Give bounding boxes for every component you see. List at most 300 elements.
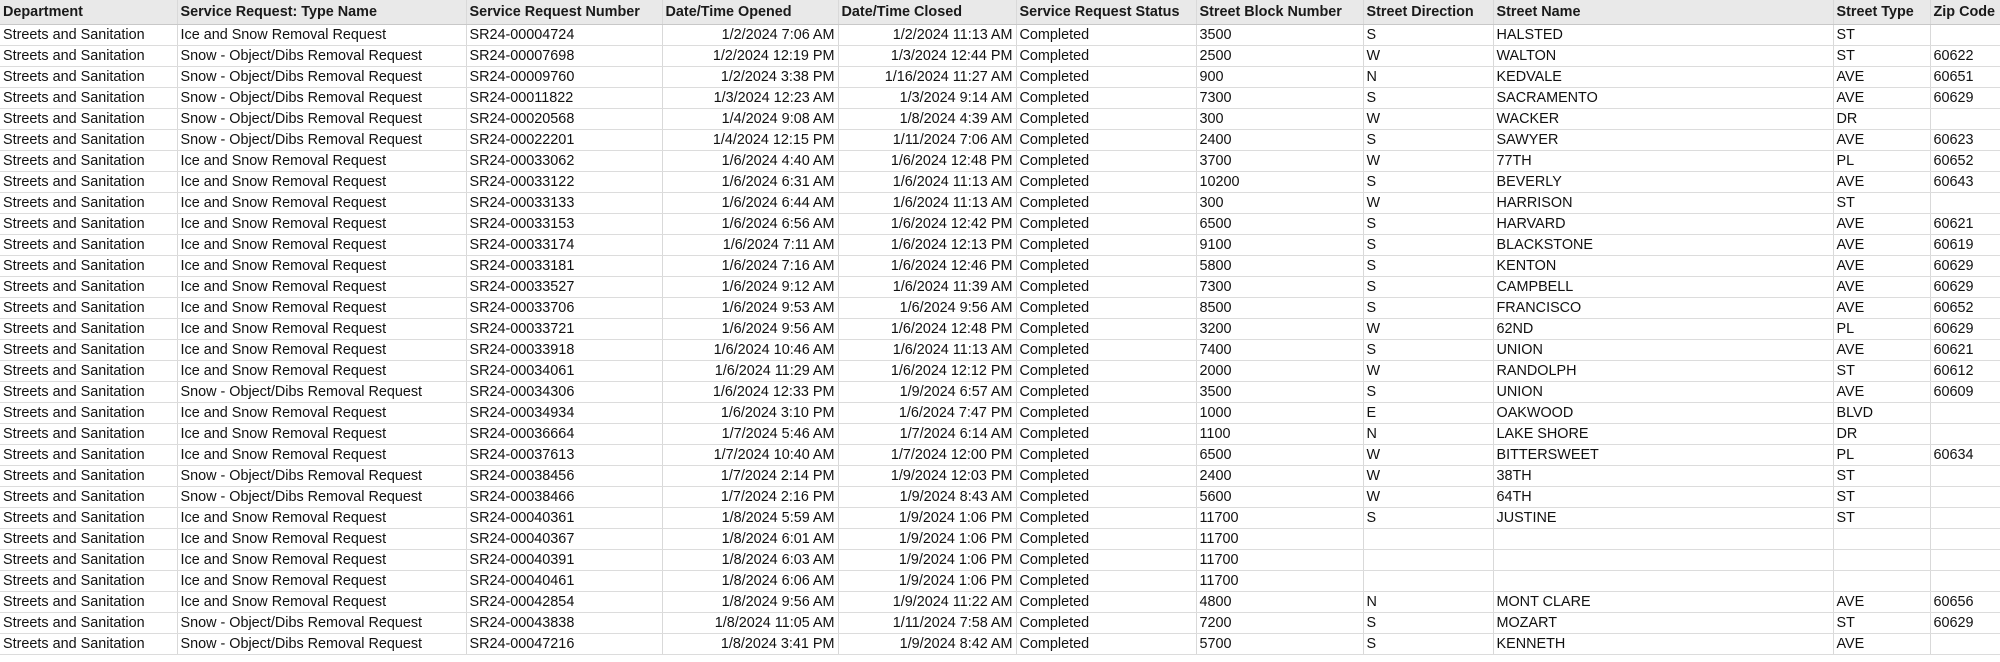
department-cell[interactable]: Streets and Sanitation: [0, 403, 177, 424]
department-cell[interactable]: Streets and Sanitation: [0, 613, 177, 634]
date-opened-cell[interactable]: 1/6/2024 6:56 AM: [662, 214, 838, 235]
status-cell[interactable]: Completed: [1016, 550, 1196, 571]
zip-code-cell[interactable]: [1930, 508, 2000, 529]
type-name-cell[interactable]: Snow - Object/Dibs Removal Request: [177, 634, 466, 655]
zip-code-cell[interactable]: [1930, 424, 2000, 445]
status-cell[interactable]: Completed: [1016, 46, 1196, 67]
request-number-cell[interactable]: SR24-00033721: [466, 319, 662, 340]
status-cell[interactable]: Completed: [1016, 235, 1196, 256]
street-name-cell[interactable]: WALTON: [1493, 46, 1833, 67]
department-cell[interactable]: Streets and Sanitation: [0, 109, 177, 130]
date-opened-cell[interactable]: 1/6/2024 9:53 AM: [662, 298, 838, 319]
street-name-cell[interactable]: 64TH: [1493, 487, 1833, 508]
street-type-cell[interactable]: ST: [1833, 361, 1930, 382]
street-direction-cell[interactable]: S: [1363, 235, 1493, 256]
street-type-cell[interactable]: [1833, 571, 1930, 592]
street-name-cell[interactable]: 38TH: [1493, 466, 1833, 487]
department-cell[interactable]: Streets and Sanitation: [0, 151, 177, 172]
zip-code-cell[interactable]: 60612: [1930, 361, 2000, 382]
street-type-cell[interactable]: AVE: [1833, 214, 1930, 235]
department-cell[interactable]: Streets and Sanitation: [0, 529, 177, 550]
type-name-cell[interactable]: Snow - Object/Dibs Removal Request: [177, 46, 466, 67]
header-street-name[interactable]: Street Name: [1493, 0, 1833, 25]
type-name-cell[interactable]: Ice and Snow Removal Request: [177, 277, 466, 298]
header-street-direction[interactable]: Street Direction: [1363, 0, 1493, 25]
department-cell[interactable]: Streets and Sanitation: [0, 424, 177, 445]
zip-code-cell[interactable]: 60629: [1930, 613, 2000, 634]
block-number-cell[interactable]: 7300: [1196, 277, 1363, 298]
date-closed-cell[interactable]: 1/3/2024 9:14 AM: [838, 88, 1016, 109]
street-type-cell[interactable]: [1833, 550, 1930, 571]
street-direction-cell[interactable]: [1363, 529, 1493, 550]
block-number-cell[interactable]: 900: [1196, 67, 1363, 88]
date-opened-cell[interactable]: 1/8/2024 6:03 AM: [662, 550, 838, 571]
street-type-cell[interactable]: ST: [1833, 466, 1930, 487]
street-name-cell[interactable]: OAKWOOD: [1493, 403, 1833, 424]
zip-code-cell[interactable]: 60629: [1930, 319, 2000, 340]
status-cell[interactable]: Completed: [1016, 130, 1196, 151]
street-direction-cell[interactable]: S: [1363, 172, 1493, 193]
street-type-cell[interactable]: AVE: [1833, 298, 1930, 319]
department-cell[interactable]: Streets and Sanitation: [0, 382, 177, 403]
header-date-opened[interactable]: Date/Time Opened: [662, 0, 838, 25]
street-name-cell[interactable]: MOZART: [1493, 613, 1833, 634]
date-closed-cell[interactable]: 1/6/2024 12:42 PM: [838, 214, 1016, 235]
date-closed-cell[interactable]: 1/9/2024 11:22 AM: [838, 592, 1016, 613]
request-number-cell[interactable]: SR24-00040361: [466, 508, 662, 529]
date-closed-cell[interactable]: 1/9/2024 6:57 AM: [838, 382, 1016, 403]
street-name-cell[interactable]: HARVARD: [1493, 214, 1833, 235]
type-name-cell[interactable]: Snow - Object/Dibs Removal Request: [177, 487, 466, 508]
type-name-cell[interactable]: Ice and Snow Removal Request: [177, 424, 466, 445]
department-cell[interactable]: Streets and Sanitation: [0, 319, 177, 340]
date-opened-cell[interactable]: 1/7/2024 5:46 AM: [662, 424, 838, 445]
date-closed-cell[interactable]: 1/9/2024 1:06 PM: [838, 571, 1016, 592]
department-cell[interactable]: Streets and Sanitation: [0, 340, 177, 361]
request-number-cell[interactable]: SR24-00043838: [466, 613, 662, 634]
block-number-cell[interactable]: 5700: [1196, 634, 1363, 655]
zip-code-cell[interactable]: 60652: [1930, 151, 2000, 172]
date-opened-cell[interactable]: 1/4/2024 12:15 PM: [662, 130, 838, 151]
type-name-cell[interactable]: Ice and Snow Removal Request: [177, 214, 466, 235]
date-opened-cell[interactable]: 1/2/2024 7:06 AM: [662, 25, 838, 46]
street-name-cell[interactable]: CAMPBELL: [1493, 277, 1833, 298]
type-name-cell[interactable]: Snow - Object/Dibs Removal Request: [177, 382, 466, 403]
street-direction-cell[interactable]: W: [1363, 319, 1493, 340]
department-cell[interactable]: Streets and Sanitation: [0, 130, 177, 151]
street-name-cell[interactable]: [1493, 529, 1833, 550]
street-type-cell[interactable]: AVE: [1833, 235, 1930, 256]
date-opened-cell[interactable]: 1/6/2024 11:29 AM: [662, 361, 838, 382]
street-name-cell[interactable]: MONT CLARE: [1493, 592, 1833, 613]
date-opened-cell[interactable]: 1/4/2024 9:08 AM: [662, 109, 838, 130]
date-opened-cell[interactable]: 1/8/2024 3:41 PM: [662, 634, 838, 655]
block-number-cell[interactable]: 10200: [1196, 172, 1363, 193]
date-closed-cell[interactable]: 1/6/2024 12:12 PM: [838, 361, 1016, 382]
status-cell[interactable]: Completed: [1016, 67, 1196, 88]
date-opened-cell[interactable]: 1/8/2024 5:59 AM: [662, 508, 838, 529]
status-cell[interactable]: Completed: [1016, 214, 1196, 235]
block-number-cell[interactable]: 5800: [1196, 256, 1363, 277]
zip-code-cell[interactable]: [1930, 571, 2000, 592]
request-number-cell[interactable]: SR24-00033062: [466, 151, 662, 172]
block-number-cell[interactable]: 3500: [1196, 25, 1363, 46]
zip-code-cell[interactable]: [1930, 487, 2000, 508]
date-opened-cell[interactable]: 1/6/2024 3:10 PM: [662, 403, 838, 424]
date-opened-cell[interactable]: 1/6/2024 6:31 AM: [662, 172, 838, 193]
type-name-cell[interactable]: Ice and Snow Removal Request: [177, 445, 466, 466]
street-name-cell[interactable]: [1493, 571, 1833, 592]
status-cell[interactable]: Completed: [1016, 298, 1196, 319]
zip-code-cell[interactable]: [1930, 193, 2000, 214]
date-opened-cell[interactable]: 1/8/2024 6:01 AM: [662, 529, 838, 550]
date-opened-cell[interactable]: 1/7/2024 10:40 AM: [662, 445, 838, 466]
block-number-cell[interactable]: 7300: [1196, 88, 1363, 109]
street-name-cell[interactable]: BEVERLY: [1493, 172, 1833, 193]
date-closed-cell[interactable]: 1/9/2024 8:43 AM: [838, 487, 1016, 508]
street-name-cell[interactable]: 62ND: [1493, 319, 1833, 340]
department-cell[interactable]: Streets and Sanitation: [0, 571, 177, 592]
street-name-cell[interactable]: KEDVALE: [1493, 67, 1833, 88]
street-direction-cell[interactable]: S: [1363, 298, 1493, 319]
zip-code-cell[interactable]: 60622: [1930, 46, 2000, 67]
department-cell[interactable]: Streets and Sanitation: [0, 256, 177, 277]
department-cell[interactable]: Streets and Sanitation: [0, 466, 177, 487]
status-cell[interactable]: Completed: [1016, 571, 1196, 592]
date-closed-cell[interactable]: 1/2/2024 11:13 AM: [838, 25, 1016, 46]
request-number-cell[interactable]: SR24-00020568: [466, 109, 662, 130]
type-name-cell[interactable]: Ice and Snow Removal Request: [177, 193, 466, 214]
street-direction-cell[interactable]: S: [1363, 340, 1493, 361]
request-number-cell[interactable]: SR24-00033174: [466, 235, 662, 256]
street-type-cell[interactable]: AVE: [1833, 130, 1930, 151]
header-block-number[interactable]: Street Block Number: [1196, 0, 1363, 25]
zip-code-cell[interactable]: 60652: [1930, 298, 2000, 319]
street-type-cell[interactable]: ST: [1833, 46, 1930, 67]
date-closed-cell[interactable]: 1/16/2024 11:27 AM: [838, 67, 1016, 88]
department-cell[interactable]: Streets and Sanitation: [0, 298, 177, 319]
street-type-cell[interactable]: AVE: [1833, 592, 1930, 613]
street-name-cell[interactable]: HALSTED: [1493, 25, 1833, 46]
zip-code-cell[interactable]: 60609: [1930, 382, 2000, 403]
header-date-closed[interactable]: Date/Time Closed: [838, 0, 1016, 25]
date-opened-cell[interactable]: 1/8/2024 11:05 AM: [662, 613, 838, 634]
request-number-cell[interactable]: SR24-00040461: [466, 571, 662, 592]
status-cell[interactable]: Completed: [1016, 508, 1196, 529]
date-closed-cell[interactable]: 1/11/2024 7:06 AM: [838, 130, 1016, 151]
status-cell[interactable]: Completed: [1016, 634, 1196, 655]
street-direction-cell[interactable]: N: [1363, 67, 1493, 88]
street-direction-cell[interactable]: W: [1363, 361, 1493, 382]
block-number-cell[interactable]: 2500: [1196, 46, 1363, 67]
block-number-cell[interactable]: 2400: [1196, 466, 1363, 487]
street-type-cell[interactable]: ST: [1833, 508, 1930, 529]
block-number-cell[interactable]: 11700: [1196, 571, 1363, 592]
department-cell[interactable]: Streets and Sanitation: [0, 88, 177, 109]
date-opened-cell[interactable]: 1/3/2024 12:23 AM: [662, 88, 838, 109]
street-direction-cell[interactable]: W: [1363, 109, 1493, 130]
street-direction-cell[interactable]: W: [1363, 151, 1493, 172]
type-name-cell[interactable]: Ice and Snow Removal Request: [177, 529, 466, 550]
request-number-cell[interactable]: SR24-00038456: [466, 466, 662, 487]
street-direction-cell[interactable]: W: [1363, 487, 1493, 508]
zip-code-cell[interactable]: 60634: [1930, 445, 2000, 466]
date-opened-cell[interactable]: 1/6/2024 4:40 AM: [662, 151, 838, 172]
department-cell[interactable]: Streets and Sanitation: [0, 361, 177, 382]
date-closed-cell[interactable]: 1/6/2024 12:46 PM: [838, 256, 1016, 277]
block-number-cell[interactable]: 1000: [1196, 403, 1363, 424]
street-direction-cell[interactable]: W: [1363, 46, 1493, 67]
date-opened-cell[interactable]: 1/6/2024 12:33 PM: [662, 382, 838, 403]
street-name-cell[interactable]: JUSTINE: [1493, 508, 1833, 529]
zip-code-cell[interactable]: 60621: [1930, 340, 2000, 361]
request-number-cell[interactable]: SR24-00033181: [466, 256, 662, 277]
type-name-cell[interactable]: Ice and Snow Removal Request: [177, 571, 466, 592]
street-direction-cell[interactable]: N: [1363, 424, 1493, 445]
street-direction-cell[interactable]: W: [1363, 193, 1493, 214]
zip-code-cell[interactable]: 60619: [1930, 235, 2000, 256]
street-type-cell[interactable]: AVE: [1833, 277, 1930, 298]
type-name-cell[interactable]: Ice and Snow Removal Request: [177, 25, 466, 46]
block-number-cell[interactable]: 300: [1196, 109, 1363, 130]
street-name-cell[interactable]: SAWYER: [1493, 130, 1833, 151]
zip-code-cell[interactable]: 60629: [1930, 88, 2000, 109]
block-number-cell[interactable]: 6500: [1196, 445, 1363, 466]
street-name-cell[interactable]: FRANCISCO: [1493, 298, 1833, 319]
type-name-cell[interactable]: Snow - Object/Dibs Removal Request: [177, 466, 466, 487]
zip-code-cell[interactable]: [1930, 403, 2000, 424]
status-cell[interactable]: Completed: [1016, 193, 1196, 214]
zip-code-cell[interactable]: 60656: [1930, 592, 2000, 613]
department-cell[interactable]: Streets and Sanitation: [0, 634, 177, 655]
request-number-cell[interactable]: SR24-00036664: [466, 424, 662, 445]
type-name-cell[interactable]: Ice and Snow Removal Request: [177, 361, 466, 382]
zip-code-cell[interactable]: [1930, 529, 2000, 550]
street-direction-cell[interactable]: [1363, 571, 1493, 592]
status-cell[interactable]: Completed: [1016, 256, 1196, 277]
zip-code-cell[interactable]: 60621: [1930, 214, 2000, 235]
street-direction-cell[interactable]: S: [1363, 256, 1493, 277]
type-name-cell[interactable]: Ice and Snow Removal Request: [177, 298, 466, 319]
date-closed-cell[interactable]: 1/6/2024 12:48 PM: [838, 319, 1016, 340]
type-name-cell[interactable]: Ice and Snow Removal Request: [177, 403, 466, 424]
type-name-cell[interactable]: Snow - Object/Dibs Removal Request: [177, 67, 466, 88]
status-cell[interactable]: Completed: [1016, 487, 1196, 508]
zip-code-cell[interactable]: [1930, 634, 2000, 655]
street-direction-cell[interactable]: S: [1363, 277, 1493, 298]
request-number-cell[interactable]: SR24-00022201: [466, 130, 662, 151]
date-closed-cell[interactable]: 1/8/2024 4:39 AM: [838, 109, 1016, 130]
block-number-cell[interactable]: 9100: [1196, 235, 1363, 256]
block-number-cell[interactable]: 11700: [1196, 529, 1363, 550]
request-number-cell[interactable]: SR24-00033918: [466, 340, 662, 361]
date-opened-cell[interactable]: 1/6/2024 6:44 AM: [662, 193, 838, 214]
status-cell[interactable]: Completed: [1016, 466, 1196, 487]
date-closed-cell[interactable]: 1/3/2024 12:44 PM: [838, 46, 1016, 67]
block-number-cell[interactable]: 5600: [1196, 487, 1363, 508]
date-opened-cell[interactable]: 1/6/2024 9:12 AM: [662, 277, 838, 298]
street-type-cell[interactable]: AVE: [1833, 67, 1930, 88]
request-number-cell[interactable]: SR24-00047216: [466, 634, 662, 655]
type-name-cell[interactable]: Ice and Snow Removal Request: [177, 592, 466, 613]
status-cell[interactable]: Completed: [1016, 592, 1196, 613]
type-name-cell[interactable]: Snow - Object/Dibs Removal Request: [177, 130, 466, 151]
street-type-cell[interactable]: AVE: [1833, 382, 1930, 403]
date-closed-cell[interactable]: 1/7/2024 12:00 PM: [838, 445, 1016, 466]
street-direction-cell[interactable]: S: [1363, 25, 1493, 46]
status-cell[interactable]: Completed: [1016, 172, 1196, 193]
date-closed-cell[interactable]: 1/6/2024 12:13 PM: [838, 235, 1016, 256]
block-number-cell[interactable]: 2400: [1196, 130, 1363, 151]
street-type-cell[interactable]: PL: [1833, 151, 1930, 172]
block-number-cell[interactable]: 2000: [1196, 361, 1363, 382]
street-direction-cell[interactable]: S: [1363, 130, 1493, 151]
block-number-cell[interactable]: 11700: [1196, 508, 1363, 529]
date-opened-cell[interactable]: 1/8/2024 6:06 AM: [662, 571, 838, 592]
street-direction-cell[interactable]: S: [1363, 508, 1493, 529]
type-name-cell[interactable]: Ice and Snow Removal Request: [177, 172, 466, 193]
street-type-cell[interactable]: ST: [1833, 613, 1930, 634]
date-closed-cell[interactable]: 1/11/2024 7:58 AM: [838, 613, 1016, 634]
street-type-cell[interactable]: AVE: [1833, 172, 1930, 193]
header-department[interactable]: Department: [0, 0, 177, 25]
request-number-cell[interactable]: SR24-00034061: [466, 361, 662, 382]
department-cell[interactable]: Streets and Sanitation: [0, 550, 177, 571]
type-name-cell[interactable]: Snow - Object/Dibs Removal Request: [177, 88, 466, 109]
request-number-cell[interactable]: SR24-00037613: [466, 445, 662, 466]
department-cell[interactable]: Streets and Sanitation: [0, 193, 177, 214]
department-cell[interactable]: Streets and Sanitation: [0, 508, 177, 529]
date-opened-cell[interactable]: 1/8/2024 9:56 AM: [662, 592, 838, 613]
department-cell[interactable]: Streets and Sanitation: [0, 67, 177, 88]
date-closed-cell[interactable]: 1/9/2024 8:42 AM: [838, 634, 1016, 655]
block-number-cell[interactable]: 3500: [1196, 382, 1363, 403]
header-type-name[interactable]: Service Request: Type Name: [177, 0, 466, 25]
header-street-type[interactable]: Street Type: [1833, 0, 1930, 25]
status-cell[interactable]: Completed: [1016, 340, 1196, 361]
street-name-cell[interactable]: BITTERSWEET: [1493, 445, 1833, 466]
block-number-cell[interactable]: 8500: [1196, 298, 1363, 319]
block-number-cell[interactable]: 1100: [1196, 424, 1363, 445]
street-type-cell[interactable]: BLVD: [1833, 403, 1930, 424]
street-name-cell[interactable]: [1493, 550, 1833, 571]
department-cell[interactable]: Streets and Sanitation: [0, 592, 177, 613]
department-cell[interactable]: Streets and Sanitation: [0, 214, 177, 235]
department-cell[interactable]: Streets and Sanitation: [0, 445, 177, 466]
zip-code-cell[interactable]: 60629: [1930, 256, 2000, 277]
type-name-cell[interactable]: Ice and Snow Removal Request: [177, 235, 466, 256]
date-opened-cell[interactable]: 1/7/2024 2:16 PM: [662, 487, 838, 508]
zip-code-cell[interactable]: [1930, 466, 2000, 487]
date-closed-cell[interactable]: 1/9/2024 1:06 PM: [838, 550, 1016, 571]
date-opened-cell[interactable]: 1/2/2024 12:19 PM: [662, 46, 838, 67]
zip-code-cell[interactable]: [1930, 25, 2000, 46]
date-opened-cell[interactable]: 1/6/2024 9:56 AM: [662, 319, 838, 340]
zip-code-cell[interactable]: [1930, 550, 2000, 571]
header-status[interactable]: Service Request Status: [1016, 0, 1196, 25]
header-zip-code[interactable]: Zip Code: [1930, 0, 2000, 25]
request-number-cell[interactable]: SR24-00011822: [466, 88, 662, 109]
department-cell[interactable]: Streets and Sanitation: [0, 487, 177, 508]
type-name-cell[interactable]: Ice and Snow Removal Request: [177, 256, 466, 277]
date-closed-cell[interactable]: 1/6/2024 11:13 AM: [838, 193, 1016, 214]
date-closed-cell[interactable]: 1/6/2024 11:13 AM: [838, 340, 1016, 361]
street-type-cell[interactable]: ST: [1833, 487, 1930, 508]
street-name-cell[interactable]: 77TH: [1493, 151, 1833, 172]
status-cell[interactable]: Completed: [1016, 319, 1196, 340]
request-number-cell[interactable]: SR24-00040391: [466, 550, 662, 571]
block-number-cell[interactable]: 7400: [1196, 340, 1363, 361]
request-number-cell[interactable]: SR24-00007698: [466, 46, 662, 67]
status-cell[interactable]: Completed: [1016, 424, 1196, 445]
street-name-cell[interactable]: HARRISON: [1493, 193, 1833, 214]
date-closed-cell[interactable]: 1/9/2024 1:06 PM: [838, 508, 1016, 529]
street-type-cell[interactable]: AVE: [1833, 340, 1930, 361]
block-number-cell[interactable]: 6500: [1196, 214, 1363, 235]
request-number-cell[interactable]: SR24-00034934: [466, 403, 662, 424]
street-name-cell[interactable]: WACKER: [1493, 109, 1833, 130]
request-number-cell[interactable]: SR24-00042854: [466, 592, 662, 613]
street-direction-cell[interactable]: W: [1363, 466, 1493, 487]
street-type-cell[interactable]: DR: [1833, 424, 1930, 445]
date-opened-cell[interactable]: 1/6/2024 7:11 AM: [662, 235, 838, 256]
block-number-cell[interactable]: 300: [1196, 193, 1363, 214]
street-name-cell[interactable]: LAKE SHORE: [1493, 424, 1833, 445]
street-direction-cell[interactable]: S: [1363, 214, 1493, 235]
street-type-cell[interactable]: AVE: [1833, 256, 1930, 277]
request-number-cell[interactable]: SR24-00004724: [466, 25, 662, 46]
status-cell[interactable]: Completed: [1016, 109, 1196, 130]
date-opened-cell[interactable]: 1/6/2024 7:16 AM: [662, 256, 838, 277]
street-direction-cell[interactable]: N: [1363, 592, 1493, 613]
street-name-cell[interactable]: BLACKSTONE: [1493, 235, 1833, 256]
department-cell[interactable]: Streets and Sanitation: [0, 25, 177, 46]
request-number-cell[interactable]: SR24-00009760: [466, 67, 662, 88]
date-closed-cell[interactable]: 1/6/2024 11:13 AM: [838, 172, 1016, 193]
zip-code-cell[interactable]: 60623: [1930, 130, 2000, 151]
type-name-cell[interactable]: Ice and Snow Removal Request: [177, 508, 466, 529]
request-number-cell[interactable]: SR24-00033153: [466, 214, 662, 235]
street-direction-cell[interactable]: [1363, 550, 1493, 571]
street-direction-cell[interactable]: W: [1363, 445, 1493, 466]
date-opened-cell[interactable]: 1/7/2024 2:14 PM: [662, 466, 838, 487]
type-name-cell[interactable]: Snow - Object/Dibs Removal Request: [177, 109, 466, 130]
zip-code-cell[interactable]: 60651: [1930, 67, 2000, 88]
street-type-cell[interactable]: AVE: [1833, 88, 1930, 109]
date-closed-cell[interactable]: 1/6/2024 9:56 AM: [838, 298, 1016, 319]
block-number-cell[interactable]: 4800: [1196, 592, 1363, 613]
block-number-cell[interactable]: 3700: [1196, 151, 1363, 172]
block-number-cell[interactable]: 11700: [1196, 550, 1363, 571]
street-name-cell[interactable]: UNION: [1493, 382, 1833, 403]
street-name-cell[interactable]: KENNETH: [1493, 634, 1833, 655]
status-cell[interactable]: Completed: [1016, 88, 1196, 109]
department-cell[interactable]: Streets and Sanitation: [0, 235, 177, 256]
street-type-cell[interactable]: PL: [1833, 445, 1930, 466]
status-cell[interactable]: Completed: [1016, 25, 1196, 46]
street-name-cell[interactable]: KENTON: [1493, 256, 1833, 277]
department-cell[interactable]: Streets and Sanitation: [0, 46, 177, 67]
zip-code-cell[interactable]: 60643: [1930, 172, 2000, 193]
request-number-cell[interactable]: SR24-00033527: [466, 277, 662, 298]
block-number-cell[interactable]: 7200: [1196, 613, 1363, 634]
status-cell[interactable]: Completed: [1016, 382, 1196, 403]
street-name-cell[interactable]: RANDOLPH: [1493, 361, 1833, 382]
street-type-cell[interactable]: DR: [1833, 109, 1930, 130]
zip-code-cell[interactable]: [1930, 109, 2000, 130]
type-name-cell[interactable]: Ice and Snow Removal Request: [177, 319, 466, 340]
request-number-cell[interactable]: SR24-00033706: [466, 298, 662, 319]
